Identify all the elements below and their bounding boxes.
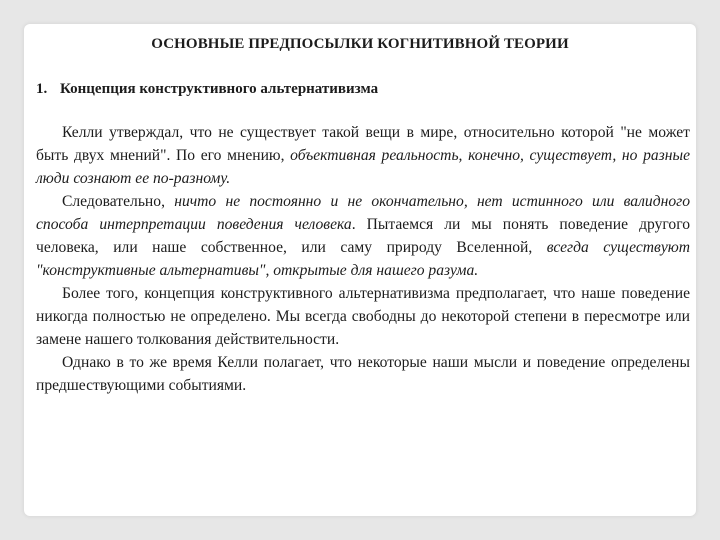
section-number: 1. [36,81,48,97]
slide-card [24,24,696,516]
section-title: Концепция конструктивного альтернативизма [60,81,379,97]
paragraph-2-text-a: Следовательно, [62,193,175,210]
section-heading [36,81,378,98]
paragraph-1-emphasis: объективная реальность, конечно, существует, но разные люди сознают ее по-разному. [36,147,690,187]
paragraph-3: Более того, концепция конструктивного альтернативизма предполагает, что наше поведение никогда полностью не определено. Мы всегда свободны до некоторой степени в пересмотре или замене нашего толкования действительности. [36,285,690,348]
paragraph-2-emphasis-b: всегда существуют "конструктивные альтернативы", открытые для нашего разума. [36,239,691,279]
paragraph-4: Однако в то же время Келли полагает, что некоторые наши мысли и поведение определены предшествующими событиями. [36,354,690,394]
paragraph-1 [36,121,690,190]
paragraph-2 [36,190,690,282]
paragraph-2-text-b: . Пытаемся ли мы понять поведение другого человека, или наше собственное, или саму природу Вселенной, [36,216,690,256]
paragraph-1-text: Келли утверждал, что не существует такой вещи в мире, относительно которой "не может быть двух мнений". По его мнению, [36,124,690,164]
paragraph-2-emphasis-a: ничто не постоянно и не окончательно, нет истинного или валидного способа интерпретации поведения человека [36,193,691,233]
body-text [36,121,690,397]
slide-title: ОСНОВНЫЕ ПРЕДПОСЫЛКИ КОГНИТИВНОЙ ТЕОРИИ [151,36,569,52]
